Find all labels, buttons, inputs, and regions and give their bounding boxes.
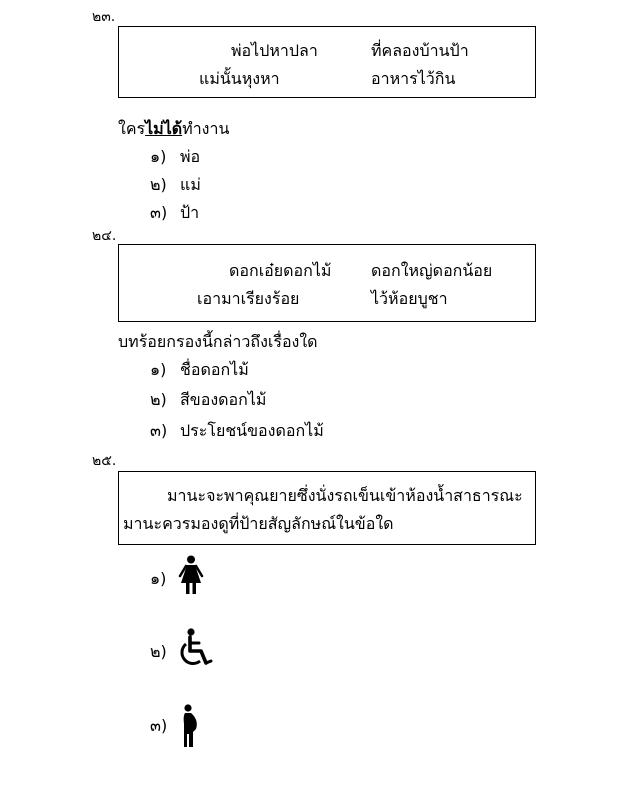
prompt-box <box>118 471 536 545</box>
question-text: บทร้อยกรองนี้กล่าวถึงเรื่องใด <box>118 332 318 351</box>
poem-line: ไว้ห้อยบูชา <box>371 289 448 308</box>
poem-line: ดอกใหญ่ดอกน้อย <box>371 261 493 280</box>
option-item[interactable]: ๓) ประโยชน์ของดอกไม้ <box>150 421 324 440</box>
question-number: ๒๕. <box>92 453 117 469</box>
option-item[interactable]: ๒) สีของดอกไม้ <box>150 390 267 409</box>
question-text: ใครไม่ได้ทำงาน <box>118 119 230 138</box>
option-number: ๓) <box>150 716 168 735</box>
option-number: ๑) <box>150 569 167 588</box>
woman-restroom-icon <box>178 555 204 595</box>
pregnant-woman-icon <box>180 704 202 748</box>
option-item[interactable]: ๓) ป้า <box>150 203 200 222</box>
question-number: ๒๔. <box>92 228 117 244</box>
wheelchair-icon <box>180 628 214 668</box>
poem-box <box>118 244 536 322</box>
poem-box <box>118 26 536 98</box>
option-item[interactable]: ๒) แม่ <box>150 175 201 194</box>
option-item[interactable]: ๑) พ่อ <box>150 147 201 166</box>
question-number: ๒๓. <box>92 9 116 25</box>
poem-line: ดอกเอ๋ยดอกไม้ <box>229 261 332 280</box>
poem-line: ที่คลองบ้านป้า <box>371 41 469 60</box>
prompt-line: มานะจะพาคุณยายซึ่งนั่งรถเข็นเข้าห้องน้ำสาธารณะ <box>167 486 523 505</box>
option-item[interactable]: ๑) ชื่อดอกไม้ <box>150 360 249 379</box>
poem-line: อาหารไว้กิน <box>371 69 456 88</box>
poem-line: เอามาเรียงร้อย <box>197 289 300 308</box>
poem-line: พ่อไปหาปลา <box>231 41 318 60</box>
prompt-line: มานะควรมองดูที่ป้ายสัญลักษณ์ในข้อใด <box>123 514 394 533</box>
option-number: ๒) <box>150 642 167 661</box>
emphasis: ไม่ได้ <box>145 119 183 138</box>
poem-line: แม่นั้นหุงหา <box>199 69 280 88</box>
